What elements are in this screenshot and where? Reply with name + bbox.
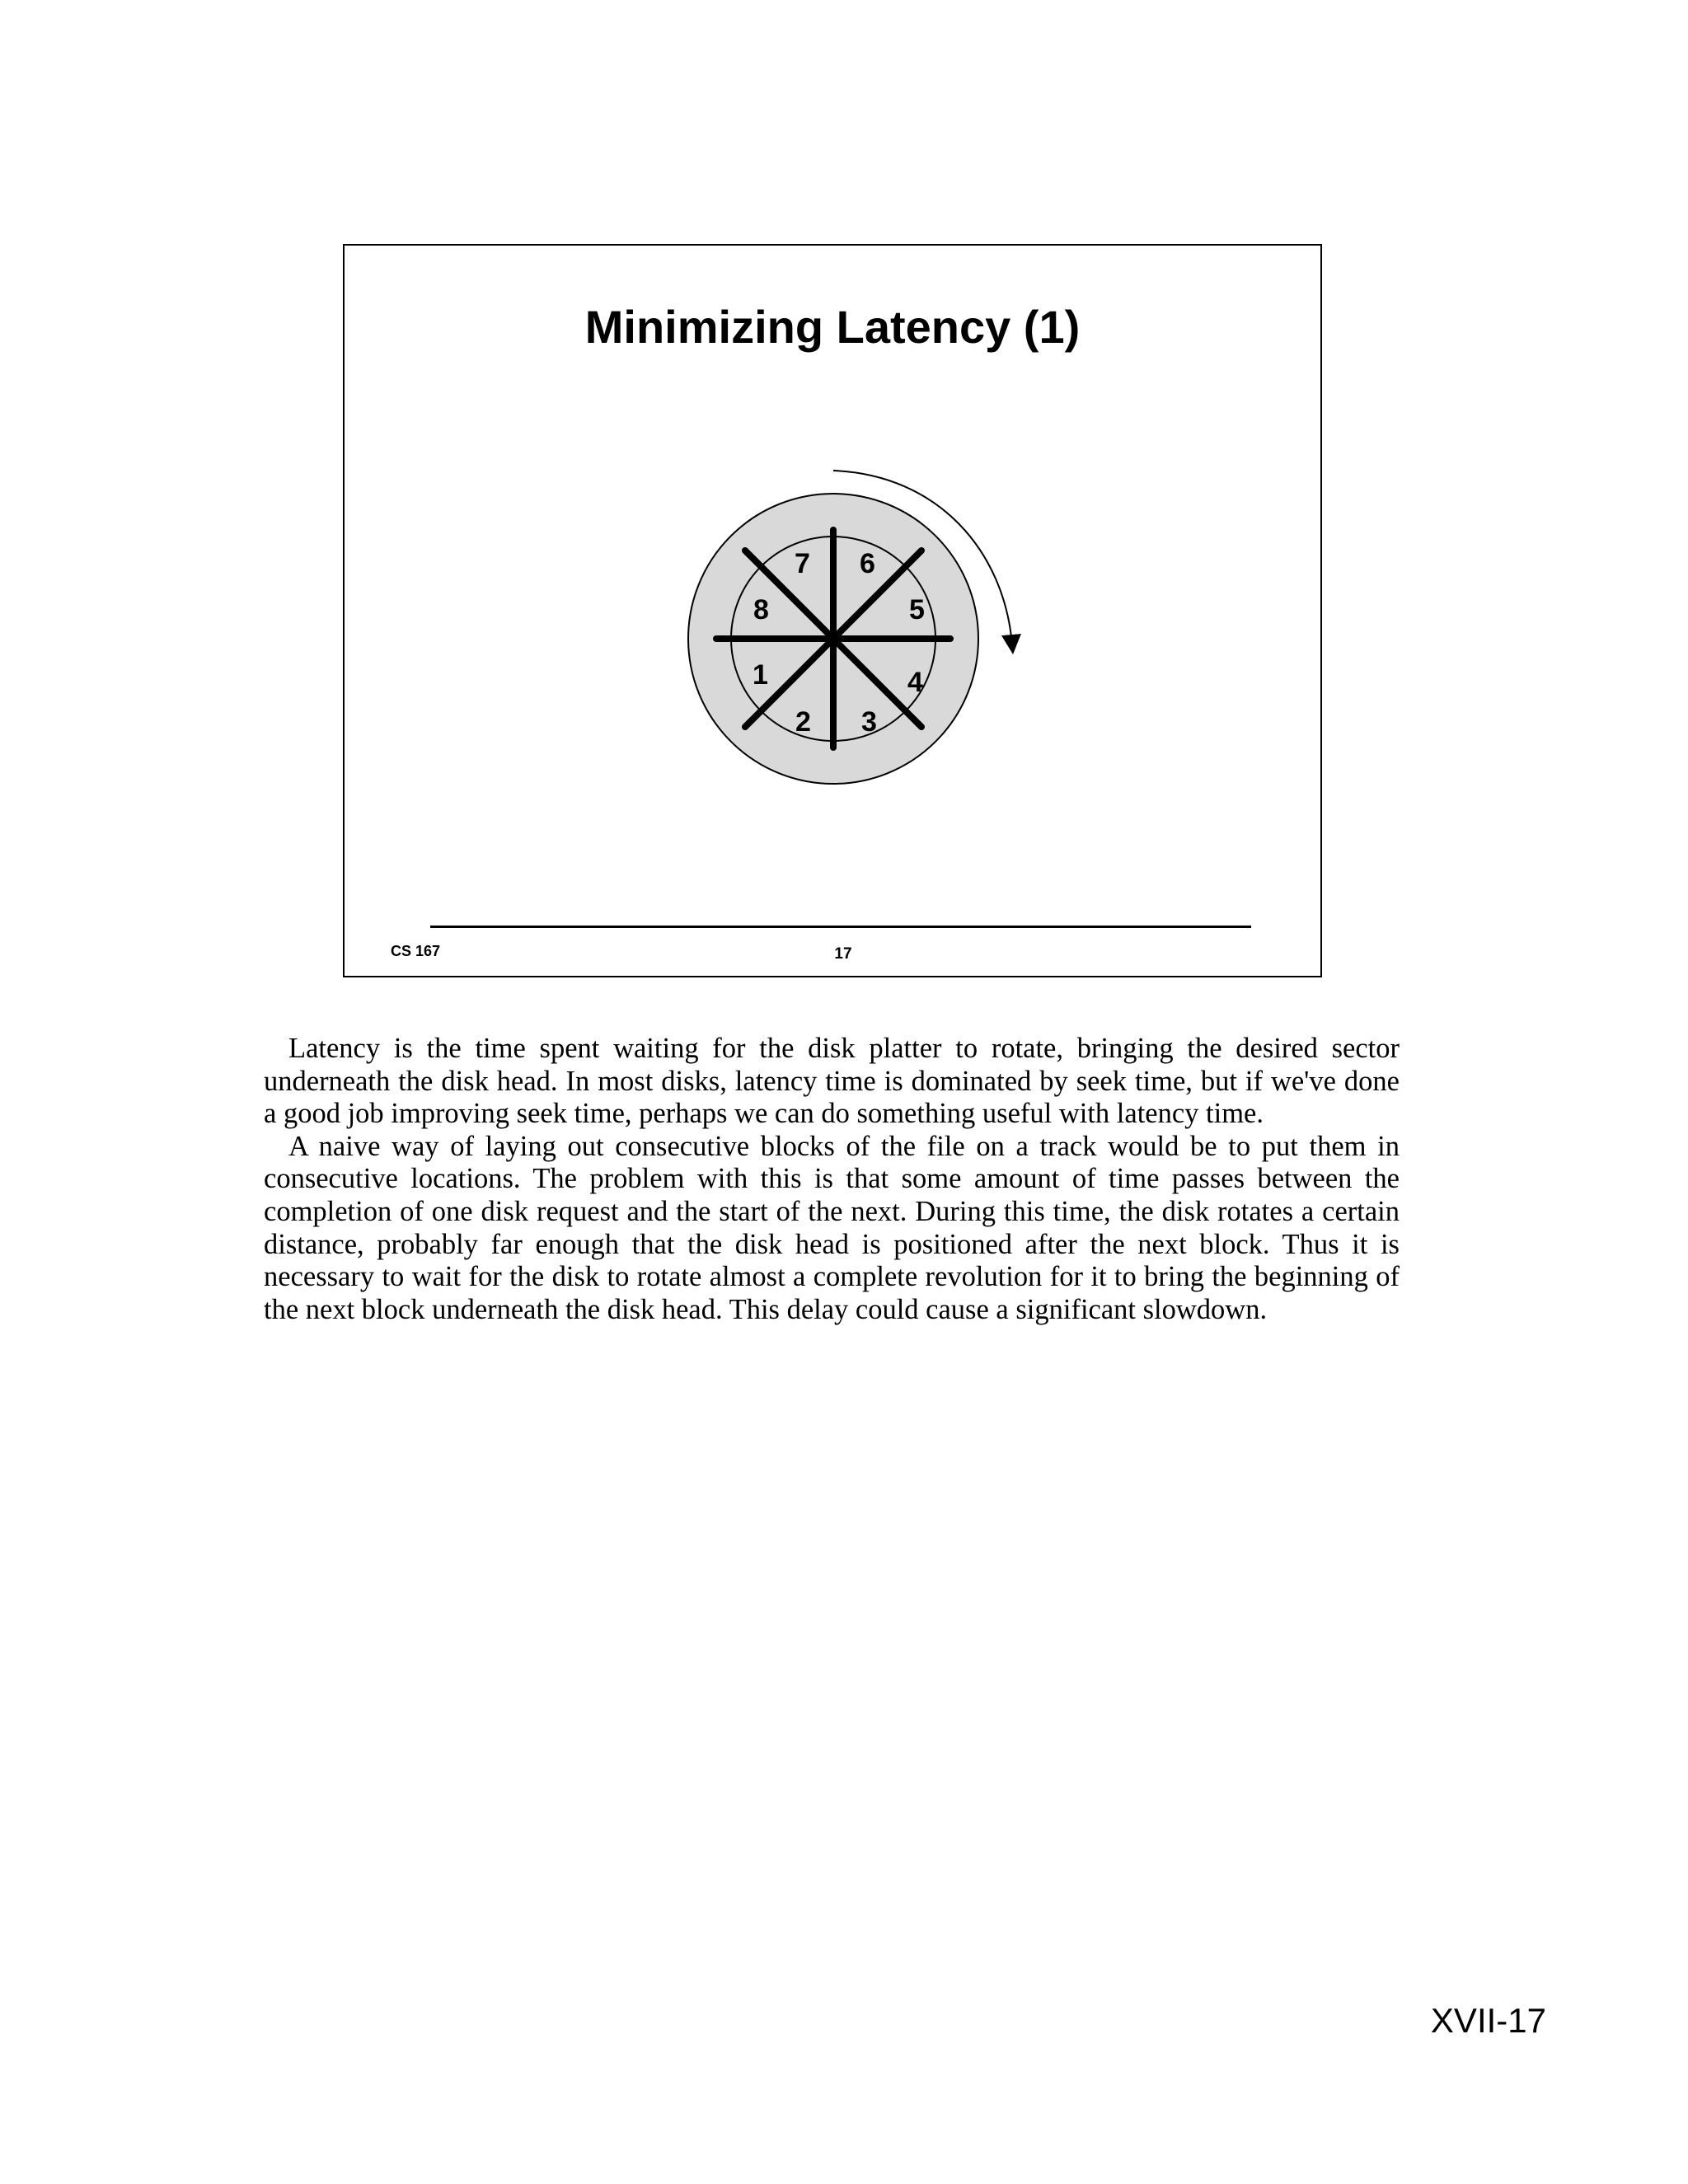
sector-label: 2 — [795, 706, 811, 738]
sector-label: 8 — [753, 594, 769, 626]
sector-label: 3 — [861, 706, 877, 738]
page-number: XVII-17 — [1430, 2001, 1546, 2040]
body-paragraph: A naive way of laying out consecutive blocks of the file on a track would be to put them in consecutive locations. The problem with this is that some amount of time passes between the completion of one disk request and the start of the next. During this time, the disk rotates a certain distance, probably far enough that the disk head is positioned after the next block. Thus it is necessary to wait for the disk to rotate almost a complete revolution for it to bring the beginning of the next block underneath the disk head. This delay could cause a significant slowdown. — [264, 1130, 1400, 1325]
sector-label: 4 — [907, 667, 923, 698]
sector-label: 7 — [795, 548, 810, 579]
slide-footer-rule — [430, 926, 1251, 928]
sector-label: 5 — [909, 594, 925, 626]
disk-diagram — [345, 246, 1324, 979]
slide-footer-page-number: 17 — [834, 945, 852, 963]
sector-label: 6 — [860, 548, 875, 579]
slide-frame — [343, 244, 1322, 977]
slide-footer-course: CS 167 — [391, 943, 441, 959]
body-text — [264, 1033, 1400, 1326]
body-paragraph: Latency is the time spent waiting for the disk platter to rotate, bringing the desired sector underneath the disk head. In most disks, latency time is dominated by seek time, but if we've done a good job improving seek time, perhaps we can do something useful with latency time. — [264, 1033, 1400, 1130]
sector-label: 1 — [753, 659, 768, 691]
slide-title: Minimizing Latency (1) — [584, 301, 1081, 353]
